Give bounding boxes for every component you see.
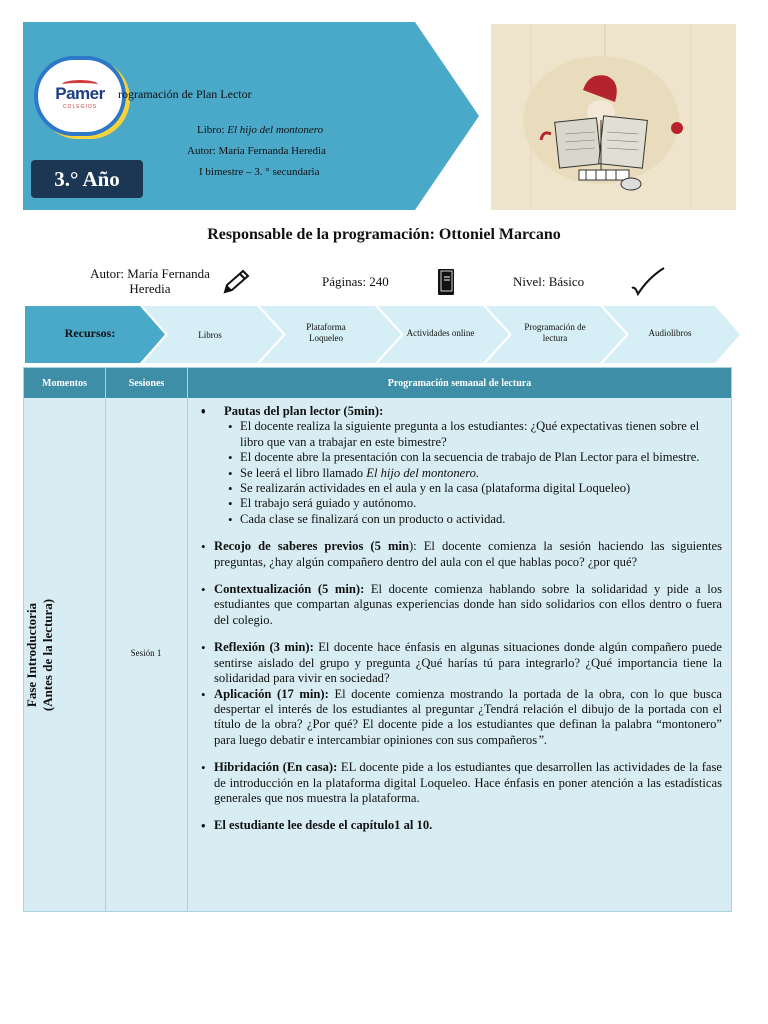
pautas-item-6: • Cada clase se finalizará con un producto o actividad.	[188, 512, 722, 527]
resource-actividades[interactable]	[388, 328, 493, 339]
year-badge: 3.° Año	[31, 160, 143, 198]
pautas-book-title: El hijo del montonero.	[366, 465, 480, 480]
resources-label: Recursos:	[64, 326, 116, 340]
checkmark-icon	[630, 266, 666, 298]
info-author-line1: Autor: María Fernanda	[90, 266, 210, 281]
aplicacion-text: El docente comienza mostrando la portada de la obra, con lo que busca despertar el interés de los estudiantes al preguntar ¿Tendrá relación el dibujo de la portada con el título de la obra? ¿Por qué? El docente pide a los estudiantes que definan la palabra “montonero” para luego debatir e intercambiar opiniones con sus compañeros	[214, 686, 722, 747]
contextualizacion-bold: Contextualización (5 min):	[214, 582, 365, 597]
pautas-item-2: • El docente abre la presentación con la secuencia de trabajo de Plan Lector para el bimestre.	[188, 450, 722, 465]
fase-line2: (Antes de la lectura)	[40, 598, 55, 712]
info-author-line2: Heredia	[129, 281, 171, 296]
final-item: • El estudiante lee desde el capítulo1 al 10.	[188, 818, 722, 833]
resource-audiolibros[interactable]	[620, 328, 720, 339]
logo-name: Pamer	[55, 84, 105, 103]
aplicacion-end: ”.	[537, 732, 548, 747]
pautas-item-1: • El docente realiza la siguiente pregunta a los estudiantes: ¿Qué expectativas tienen sobre el libro que van a trabajar en este bimestre?	[188, 419, 722, 450]
reflexion-item	[188, 640, 722, 686]
programacion-content	[188, 404, 722, 834]
pautas-title-text: Pautas del plan lector (5min):	[224, 404, 384, 418]
sesion-label: Sesión 1	[130, 648, 162, 658]
fase-label	[24, 599, 56, 711]
resource-plataforma-l1: Plataforma	[306, 322, 346, 332]
period-line: I bimestre – 3. ° secundaria	[199, 166, 320, 178]
contextualizacion-item	[188, 582, 722, 628]
resource-libros-l1: Libros	[198, 329, 222, 340]
resource-plataforma[interactable]	[276, 322, 376, 344]
pautas-item-4: • Se realizarán actividades en el aula y en la casa (plataforma digital Loqueleo)	[188, 481, 722, 496]
pautas-item-3	[188, 466, 722, 481]
book-line	[197, 124, 323, 136]
resource-programacion-l2: lectura	[542, 333, 568, 343]
book-icon	[436, 268, 456, 296]
hibridacion-bold: Hibridación (En casa):	[214, 760, 338, 775]
book-title: El hijo del montonero	[227, 124, 324, 136]
recojo-text: ): El docente comienza la sesión haciendo las siguientes preguntas, ¿hay algún compañero dentro del aula con el que hablas poco? ¿por qué?	[214, 539, 722, 569]
contextualizacion-text: El docente comienza hablando sobre la solidaridad y pide a los estudiantes que compartan algunas experiencias donde han sido solidarios con ellos dentro o fuera del colegio.	[214, 582, 722, 627]
aplicacion-bold: Aplicación (17 min):	[214, 686, 329, 701]
pautas-item-5: • El trabajo será guiado y autónomo.	[188, 496, 722, 511]
hibridacion-item	[188, 760, 722, 806]
logo-sub: COLEGIOS	[62, 104, 98, 110]
info-level: Nivel: Básico	[513, 274, 585, 289]
header-momentos: Momentos	[24, 368, 105, 398]
resource-programacion-l1: Programación de	[524, 322, 586, 332]
recojo-bold: Recojo de saberes previos (5 min	[214, 539, 409, 554]
pautas-title: • • Pautas del plan lector (5min):	[188, 404, 722, 419]
resource-libros[interactable]	[160, 323, 260, 347]
aplicacion-item	[188, 687, 722, 749]
responsible-heading: Responsable de la programación: Ottoniel Marcano	[207, 226, 561, 243]
reflexion-text: El docente hace énfasis en algunas situaciones donde algún compañero puede sentirse aislado del grupo y pregunta ¿Qué harías tú para integrarlo? ¿Qué importancia tiene la solidaridad para vivir en sociedad?	[214, 640, 722, 686]
book-label: Libro:	[197, 124, 225, 136]
pencil-icon	[221, 268, 251, 296]
info-author	[80, 266, 220, 296]
resource-plataforma-l2: Loqueleo	[309, 333, 343, 343]
fase-line1: Fase Introductoria	[24, 602, 39, 708]
resource-programacion[interactable]	[505, 322, 605, 344]
recojo-item	[188, 539, 722, 570]
author-line: Autor: María Fernanda Heredia	[187, 145, 326, 157]
program-title: rogramación de Plan Lector	[118, 87, 252, 101]
resource-actividades-l1: Actividades online	[406, 328, 475, 338]
resource-audiolibros-l1: Audiolibros	[648, 328, 692, 338]
header-sesiones: Sesiones	[106, 368, 187, 398]
pautas-item-3-text: Se leerá el libro llamado	[240, 465, 364, 480]
info-pages: Páginas: 240	[322, 274, 389, 289]
hibridacion-text: EL docente pide a los estudiantes que desarrollen las actividades de la fase de introducción en la plataforma digital Loqueleo. Hace énfasis en poner atención a las estadísticas generales que nos muestra la plataforma.	[214, 760, 722, 805]
header-programacion: Programación semanal de lectura	[188, 368, 731, 398]
reflexion-bold: Reflexión (3 min):	[214, 640, 314, 655]
book-cover-illustration	[491, 24, 736, 210]
